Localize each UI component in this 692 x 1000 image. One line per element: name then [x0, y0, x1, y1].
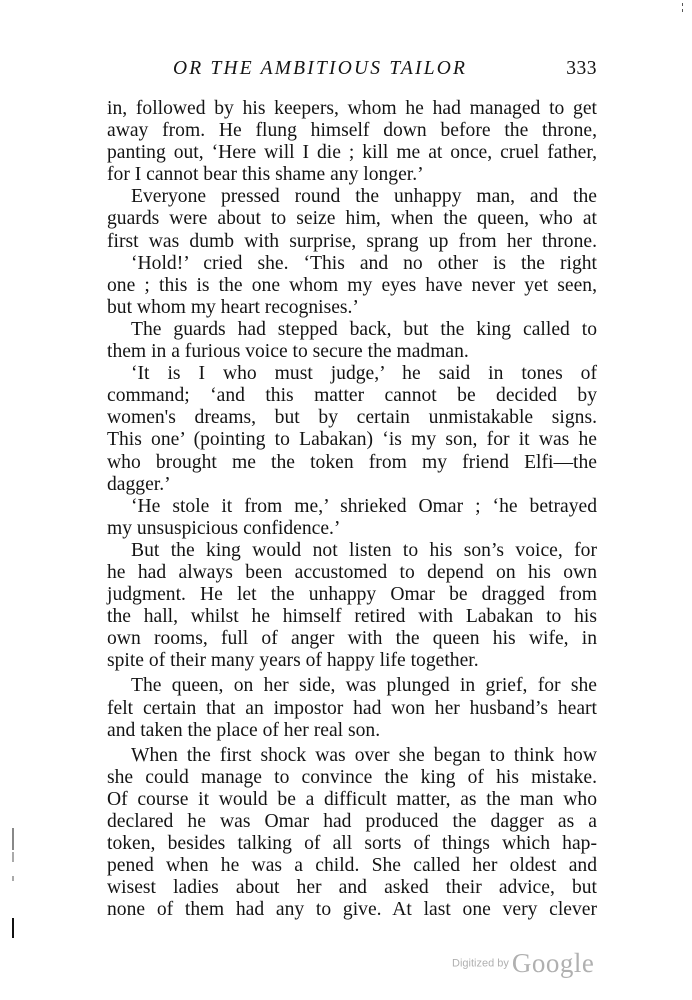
running-title: OR THE AMBITIOUS TAILOR — [173, 58, 468, 79]
text-line: away from. He flung himself down before the throne, — [107, 120, 597, 142]
text-line: command; ‘and this matter cannot be decided by — [107, 385, 597, 407]
text-line: he had always been accustomed to depend on his own — [107, 561, 597, 583]
text-line: But the king would not listen to his son’s voice, for — [131, 539, 597, 561]
margin-mark — [12, 828, 14, 850]
text-line: When the first shock was over she began to think how — [131, 744, 597, 766]
page-header — [107, 58, 597, 88]
text-line: pened when he was a child. She called her oldest and — [107, 855, 597, 877]
text-line: guards were about to seize him, when the queen, who at — [107, 208, 597, 230]
text-line: first was dumb with surprise, sprang up from her throne. — [107, 230, 597, 252]
text-line: and taken the place of her real son. — [107, 719, 381, 741]
text-line: token, besides talking of all sorts of things which hap- — [107, 833, 597, 855]
page-number: 333 — [566, 58, 597, 79]
text-line: in, followed by his keepers, whom he had managed to get — [107, 98, 597, 119]
corner-scan-mark — [681, 0, 684, 10]
text-line: Of course it would be a difficult matter, as the man who — [107, 788, 597, 810]
google-logo: Google — [511, 948, 595, 978]
text-line: none of them had any to give. At last one very clever — [107, 899, 597, 921]
body-text — [107, 98, 597, 921]
text-line: ‘Hold!’ cried she. ‘This and no other is the right — [131, 252, 597, 274]
text-line: women's dreams, but by certain unmistakable signs. — [107, 407, 597, 429]
left-margin-marks — [0, 0, 30, 1000]
text-line: The queen, on her side, was plunged in grief, for she — [131, 675, 597, 697]
digitized-by-google-watermark — [452, 948, 594, 979]
text-line: felt certain that an impostor had won her husband’s heart — [107, 697, 597, 719]
text-line: Everyone pressed round the unhappy man, and the — [131, 186, 597, 208]
margin-mark — [12, 918, 14, 938]
text-line: ‘He stole it from me,’ shrieked Omar ; ‘he betrayed — [131, 495, 597, 517]
text-line: for I cannot bear this shame any longer.’ — [107, 164, 424, 186]
text-line: who brought me the token from my friend Elfi—the — [107, 451, 597, 473]
scan-tick-icon — [681, 3, 684, 13]
text-line: own rooms, full of anger with the queen his wife, in — [107, 628, 597, 650]
text-line: declared he was Omar had produced the dagger as a — [107, 811, 597, 832]
text-line: them in a furious voice to secure the madman. — [107, 341, 469, 363]
text-line: The guards had stepped back, but the king called to — [131, 318, 597, 340]
text-line: judgment. He let the unhappy Omar be dragged from — [107, 584, 597, 606]
text-line: the hall, whilst he himself retired with Labakan to his — [107, 606, 597, 628]
text-line: my unsuspicious confidence.’ — [107, 517, 341, 539]
text-line: panting out, ‘Here will I die ; kill me at once, cruel father, — [107, 142, 597, 164]
margin-mark — [12, 852, 14, 862]
digitized-label: Digitized by — [452, 957, 509, 970]
text-line: but whom my heart recognises.’ — [107, 296, 359, 318]
text-line: This one’ (pointing to Labakan) ‘is my son, for it was he — [107, 429, 597, 451]
text-line: dagger.’ — [107, 473, 171, 495]
margin-mark — [12, 876, 14, 881]
text-line: one ; this is the one whom my eyes have never yet seen, — [107, 274, 597, 296]
text-line: spite of their many years of happy life together. — [107, 650, 479, 672]
text-line: she could manage to convince the king of his mistake. — [107, 766, 597, 788]
text-line: ‘It is I who must judge,’ he said in tones of — [131, 363, 597, 385]
text-line: wisest ladies about her and asked their advice, but — [107, 877, 597, 899]
